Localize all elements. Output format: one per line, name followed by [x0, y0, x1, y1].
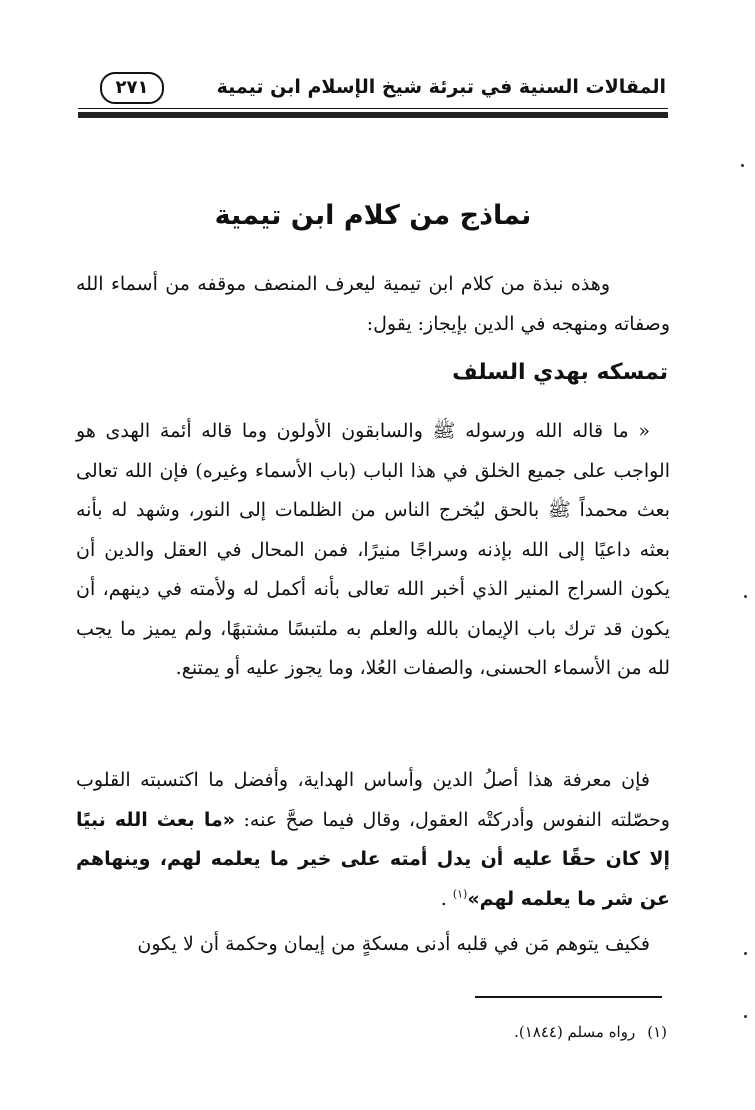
scan-speck	[744, 1015, 747, 1018]
paragraph-3-text: فكيف يتوهم مَن في قلبه أدنى مسكةٍ من إيمان وحكمة أن لا يكون	[137, 933, 650, 955]
page-number: ٢٧١	[100, 72, 164, 104]
footnote-number: (١)	[647, 1023, 667, 1041]
quote-paragraph	[76, 412, 670, 689]
scan-speck	[741, 164, 744, 167]
paragraph-2	[76, 761, 670, 919]
section-title: نماذج من كلام ابن تيمية	[214, 200, 532, 231]
footnote-separator	[475, 996, 662, 998]
subheading: تمسكه بهدي السلف	[452, 360, 668, 385]
header-rule-thick	[78, 112, 668, 118]
footnote-text: رواه مسلم (١٨٤٤).	[514, 1023, 636, 1041]
hadith-quote: «ما بعث الله نبيًا إلا كان حقًا عليه أن يدل أمته على خير ما يعلمه لهم، وينهاهم عن شر ما يعلمه لهم»	[76, 808, 670, 910]
paragraph-3	[76, 925, 670, 964]
header-rule-thin	[78, 108, 668, 109]
paragraph-2-text: فإن معرفة هذا أصلُ الدين وأساس الهداية، وأفضل ما اكتسبته القلوب وحصّلته النفوس وأدركتْه العقول، وقال فيما صحَّ عنه:	[76, 769, 670, 831]
paragraph-2-end: .	[440, 887, 453, 910]
scan-speck	[744, 595, 747, 598]
quote-text: « ما قاله الله ورسوله ﷺ والسابقون الأولون وما قاله أئمة الهدى هو الواجب على جميع الخلق في هذا الباب (باب الأسماء وغيره) فإن الله تعالى بعث محمداً ﷺ بالحق ليُخرج الناس من الظلمات إلى النور، وشهد له بأنه بعثه داعيًا إلى الله بإذنه وسراجًا منيرًا، فمن المحال في العقل والدين أن يكون السراج المنير الذي أخبر الله تعالى بأنه أكمل له ولأمته في دينهم، أن يكون قد ترك باب الإيمان بالله والعلم به ملتبسًا مشتبهًا، ولم يميز ما يجب لله من الأسماء الحسنى، والصفات العُلا، وما يجوز عليه أو يمتنع.	[76, 420, 670, 679]
footnote	[514, 1023, 667, 1041]
intro-paragraph: وهذه نبذة من كلام ابن تيمية ليعرف المنصف موقفه من أسماء الله وصفاته ومنهجه في الدين بإيجاز: يقول:	[76, 273, 670, 335]
page-header	[78, 70, 668, 110]
footnote-marker[interactable]: (١)	[452, 887, 468, 901]
running-title: المقالات السنية في تبرئة شيخ الإسلام ابن تيمية	[216, 76, 666, 98]
scan-speck	[744, 952, 747, 955]
